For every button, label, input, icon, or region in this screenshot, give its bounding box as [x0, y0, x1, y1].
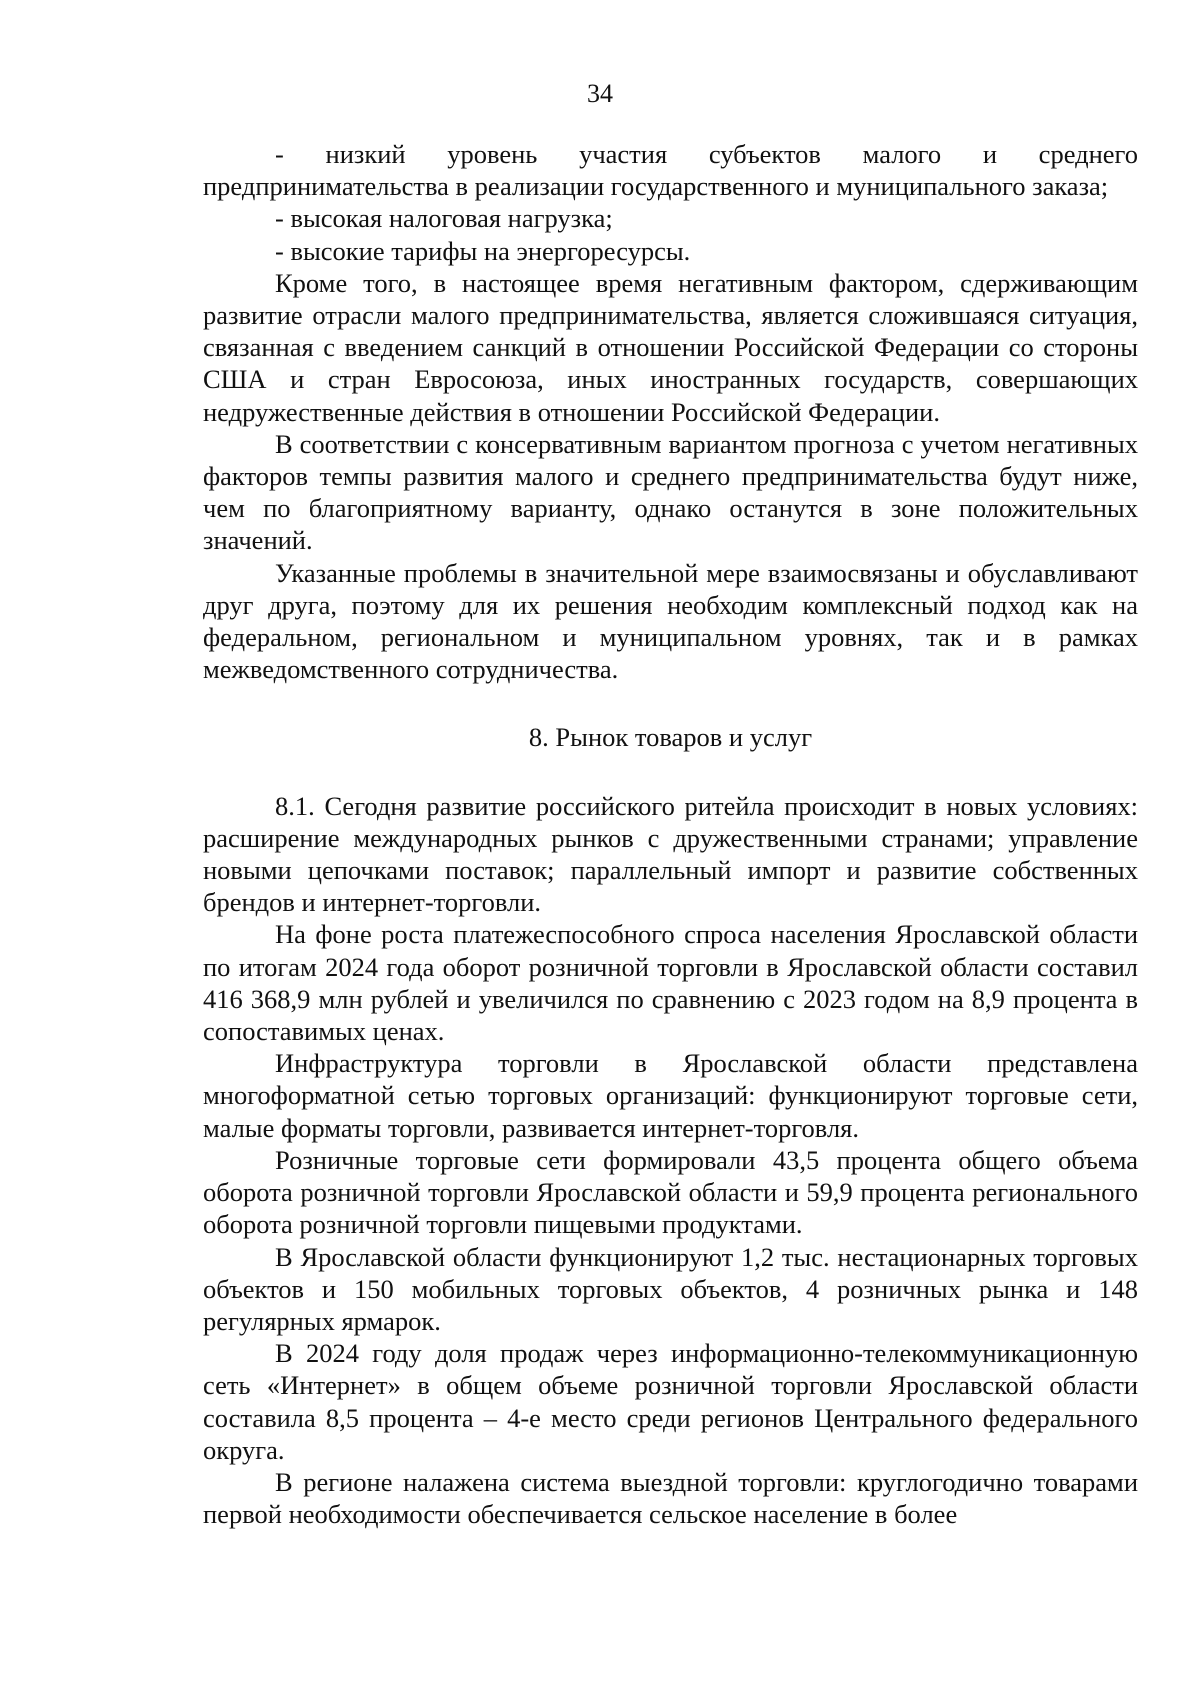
paragraph-problem-procurement: - низкий уровень участия субъектов малого и среднего предпринимательства в реализации государственного и муниципального заказа;: [203, 139, 1138, 202]
paragraph-sanctions: Кроме того, в настоящее время негативным фактором, сдерживающим развитие отрасли малого предпринимательства, является сложившаяся ситуация, связанная с введением санкций в отношении Российской Федерации со стороны США и стран Евросоюза, иных иностранных государств, совершающих недружественные действия в отношении Российской Федерации.: [203, 267, 1138, 427]
paragraph-internet-sales: В 2024 году доля продаж через информационно-телекоммуникационную сеть «Интернет» в общем объеме розничной торговли Ярославской области составила 8,5 процента – 4-е место среди регионов Центрального федерального округа.: [203, 1338, 1138, 1465]
paragraph-problem-energy: - высокие тарифы на энергоресурсы.: [275, 235, 691, 266]
paragraph-forecast: В соответствии с консервативным вариантом прогноза с учетом негативных факторов темпы развития малого и среднего предпринимательства будут ниже, чем по благоприятному варианту, однако останутся в зоне положительных значений.: [203, 428, 1138, 556]
paragraph-problems-summary: Указанные проблемы в значительной мере взаимосвязаны и обуславливают друг друга, поэтому для их решения необходим комплексный подход как на федеральном, региональном и муниципальном уровнях, так и в рамках межведомственного сотрудничества.: [203, 557, 1138, 685]
section-heading: 8. Рынок товаров и услуг: [528, 722, 813, 753]
paragraph-mobile-trade: В регионе налажена система выездной торговли: круглогодично товарами первой необходимости обеспечивается сельское население в более: [203, 1466, 1138, 1530]
paragraph-trade-infrastructure: Инфраструктура торговли в Ярославской области представлена многоформатной сетью торговых организаций: функционируют торговые сети, малые форматы торговли, развивается интернет-торговля.: [203, 1048, 1138, 1143]
paragraph-retail-turnover: На фоне роста платежеспособного спроса населения Ярославской области по итогам 2024 года оборот розничной торговли в Ярославской области составил 416 368,9 млн рублей и увеличился по сравнению с 2023 годом на 8,9 процента в сопоставимых ценах.: [203, 919, 1138, 1047]
document-body: [203, 138, 1138, 1530]
paragraph-problem-tax: - высокая налоговая нагрузка;: [275, 203, 613, 234]
paragraph-retail-chains: Розничные торговые сети формировали 43,5 процента общего объема оборота розничной торговли Ярославской области и 59,9 процента регионального оборота розничной торговли пищевыми продуктами.: [203, 1144, 1138, 1240]
paragraph-trade-objects: В Ярославской области функционируют 1,2 тыс. нестационарных торговых объектов и 150 мобильных торговых объектов, 4 розничных рынка и 148 регулярных ярмарок.: [203, 1241, 1138, 1336]
paragraph-retail-conditions: 8.1. Сегодня развитие российского ритейла происходит в новых условиях: расширение международных рынков с дружественными странами; управление новыми цепочками поставок; параллельный импорт и развитие собственных брендов и интернет-торговли.: [203, 790, 1138, 918]
page-number: 34: [587, 79, 613, 108]
